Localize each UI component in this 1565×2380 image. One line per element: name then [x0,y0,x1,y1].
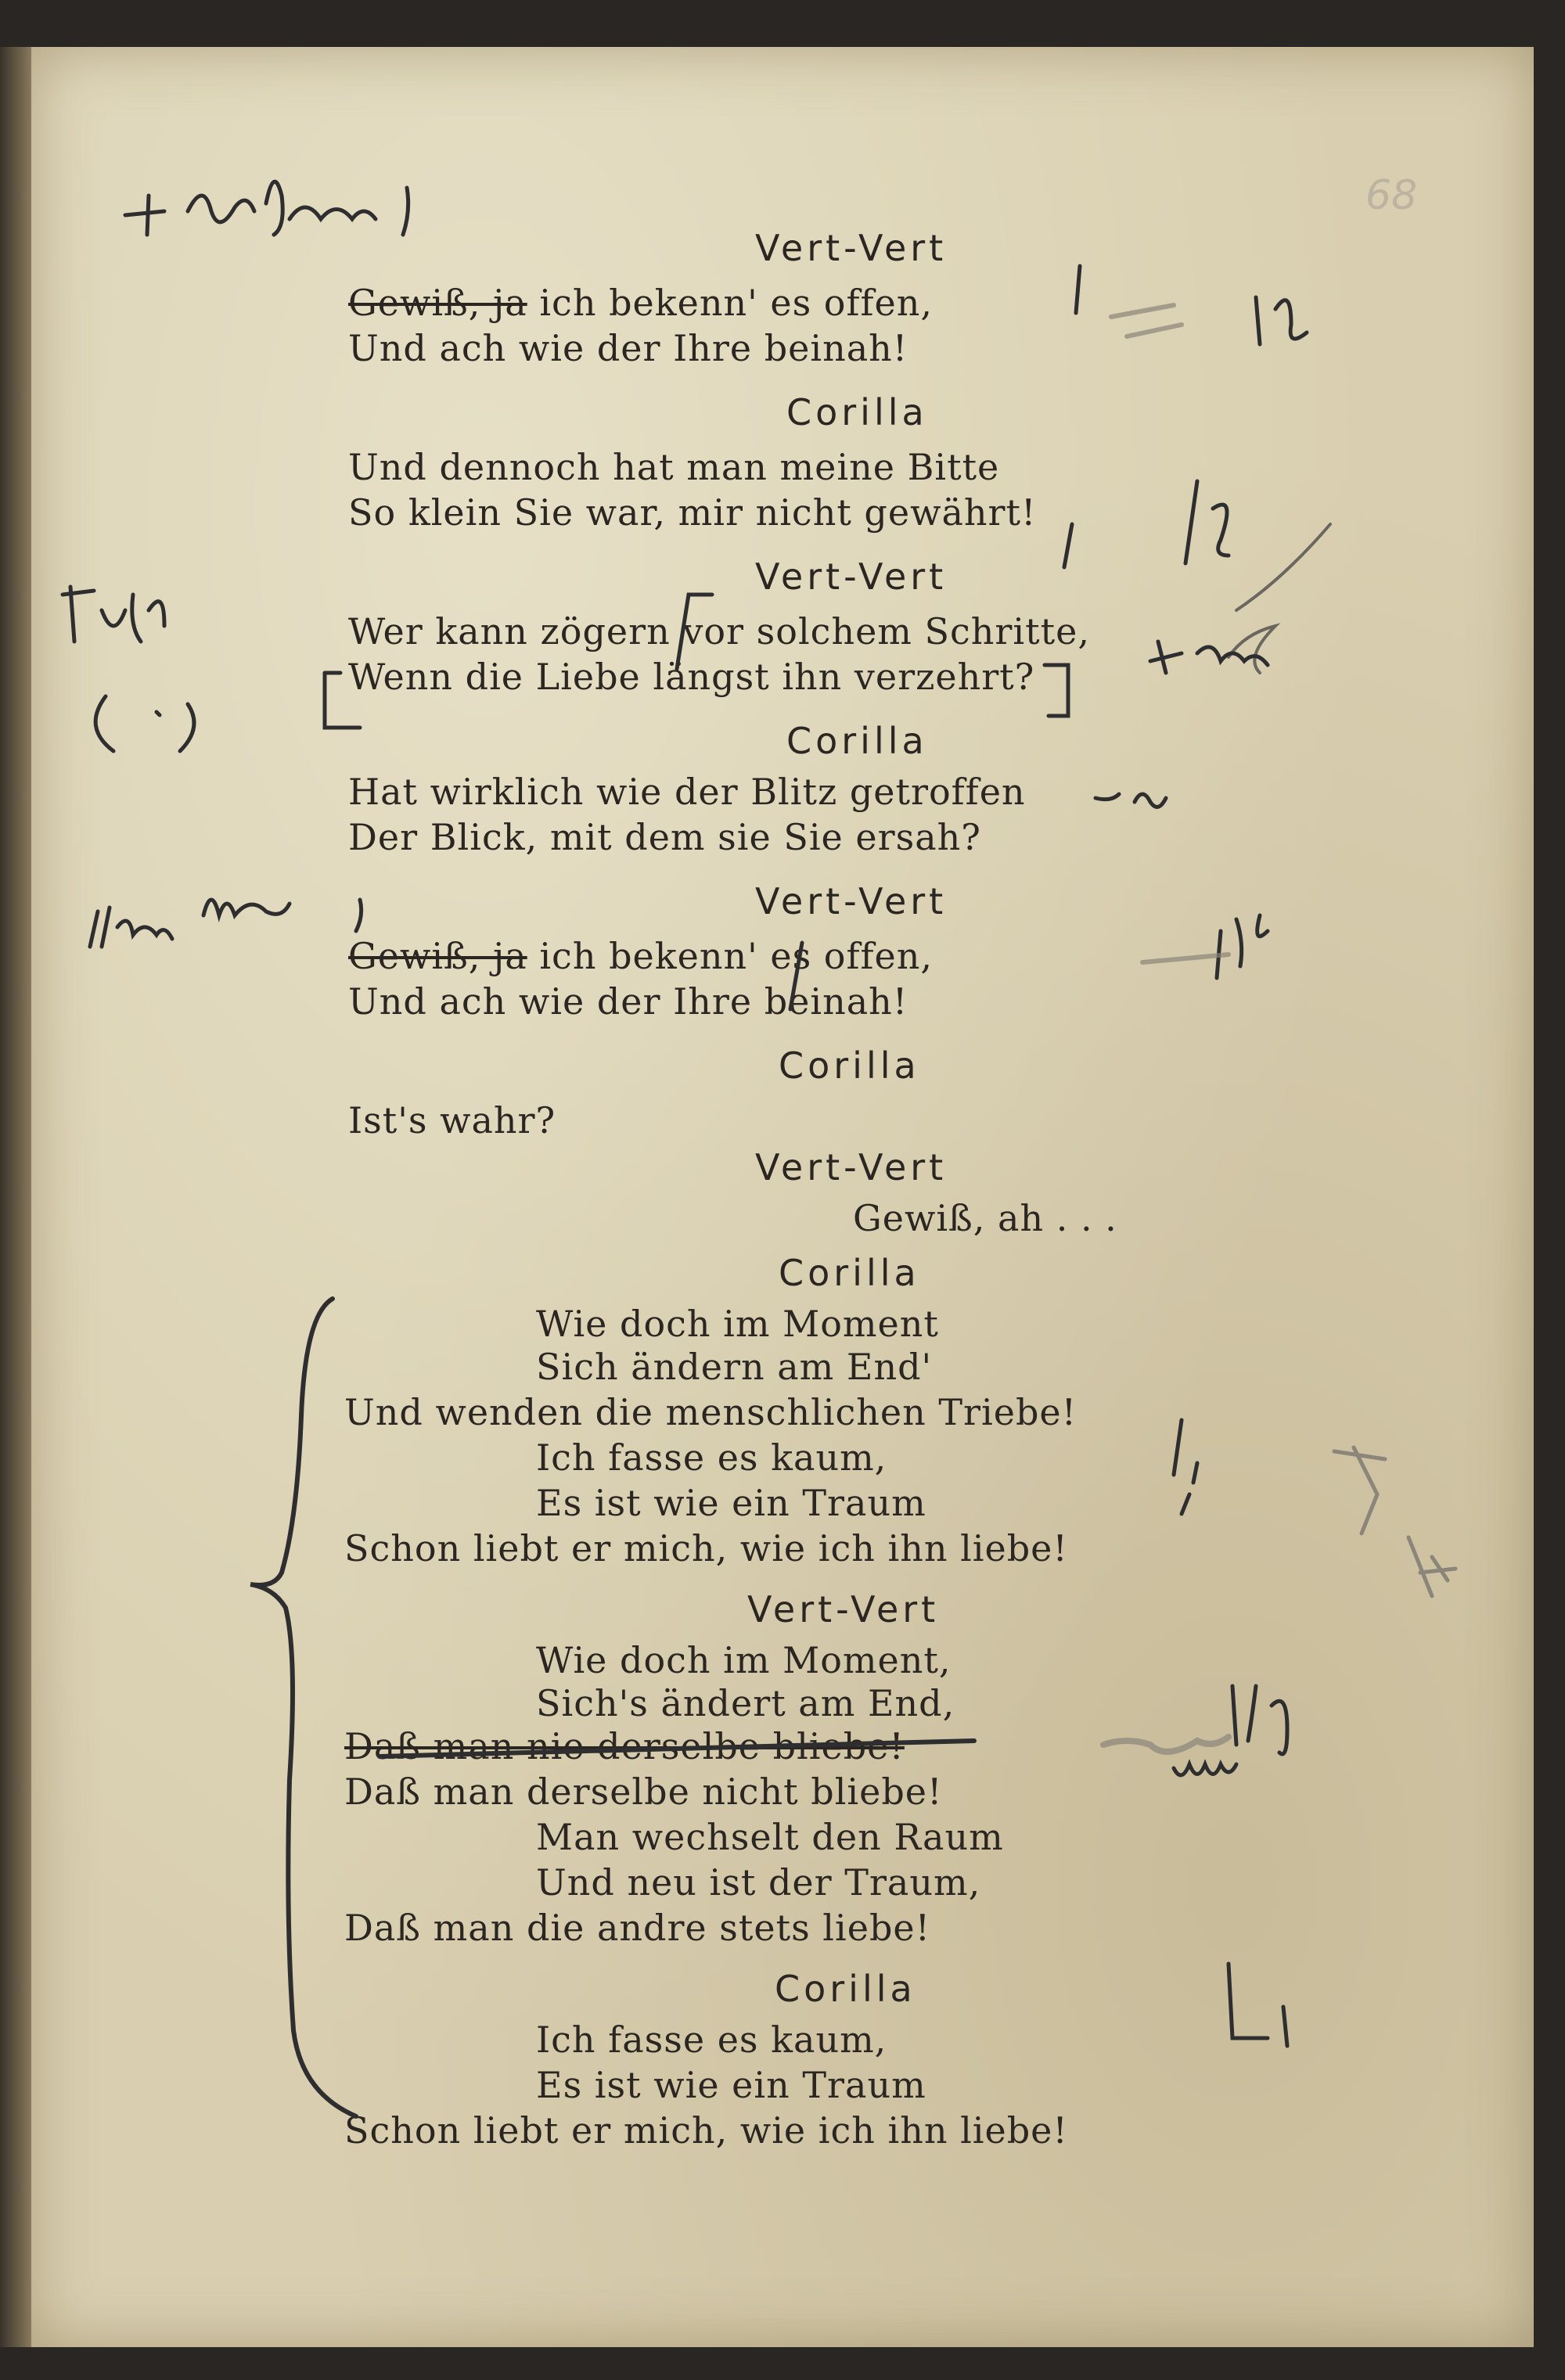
verse-line: Es ist wie ein Traum [536,1482,926,1524]
speaker-name: Vert-Vert [755,555,948,598]
verse-line: Und ach wie der Ihre beinah! [348,980,908,1023]
verse-line: Und neu ist der Traum, [536,1861,981,1904]
speaker-name: Corilla [786,391,928,433]
struck-text: Daß man nie derselbe bliebe! [344,1725,905,1767]
verse-line: Wer kann zögern vor solchem Schritte, [348,610,1090,653]
verse-line: Wie doch im Moment, [536,1639,952,1681]
verse-text: ich bekenn' es offen, [527,935,934,977]
verse-line: Man wechselt den Raum [536,1816,1004,1858]
verse-line: Wenn die Liebe längst ihn verzehrt? [348,656,1035,698]
book-page [31,47,1534,2347]
verse-line: Daß man derselbe nicht bliebe! [344,1771,943,1813]
speaker-name: Corilla [775,1968,916,2010]
verse-text: ich bekenn' es offen, [527,282,934,324]
verse-line: Sich ändern am End' [536,1346,933,1388]
verse-line: Ist's wahr? [348,1099,556,1141]
struck-text: Gewiß, ja [348,935,527,977]
verse-line: Und dennoch hat man meine Bitte [348,446,1000,488]
verse-line: Es ist wie ein Traum [536,2064,926,2106]
verse-line: Wie doch im Moment [536,1303,939,1345]
speaker-name: Vert-Vert [755,1146,948,1188]
verse-line: So klein Sie war, mir nicht gewährt! [348,491,1037,534]
verse-line: Sich's ändert am End, [536,1682,955,1724]
verse-line: Schon liebt er mich, wie ich ihn liebe! [344,2109,1068,2152]
verse-line: Und ach wie der Ihre beinah! [348,327,908,369]
struck-text: Gewiß, ja [348,282,527,324]
speaker-name: Vert-Vert [747,1588,940,1630]
verse-line: Und wenden die menschlichen Triebe! [344,1391,1078,1433]
speaker-name: Corilla [779,1044,920,1087]
handwritten-annotations [31,47,1534,2347]
speaker-name: Vert-Vert [755,880,948,922]
speaker-name: Corilla [779,1252,920,1294]
speaker-name: Vert-Vert [755,227,948,269]
verse-line: Hat wirklich wie der Blitz getroffen [348,771,1026,813]
verse-line: Gewiß, ah . . . [853,1197,1117,1239]
verse-line: Ich fasse es kaum, [536,1436,887,1479]
page-number: 68 [1365,172,1418,219]
speaker-name: Corilla [786,720,928,762]
verse-line: Ich fasse es kaum, [536,2019,887,2061]
verse-line: Schon liebt er mich, wie ich ihn liebe! [344,1527,1068,1569]
verse-line: Der Blick, mit dem sie Sie ersah? [348,816,981,858]
verse-line: Daß man die andre stets liebe! [344,1907,931,1949]
